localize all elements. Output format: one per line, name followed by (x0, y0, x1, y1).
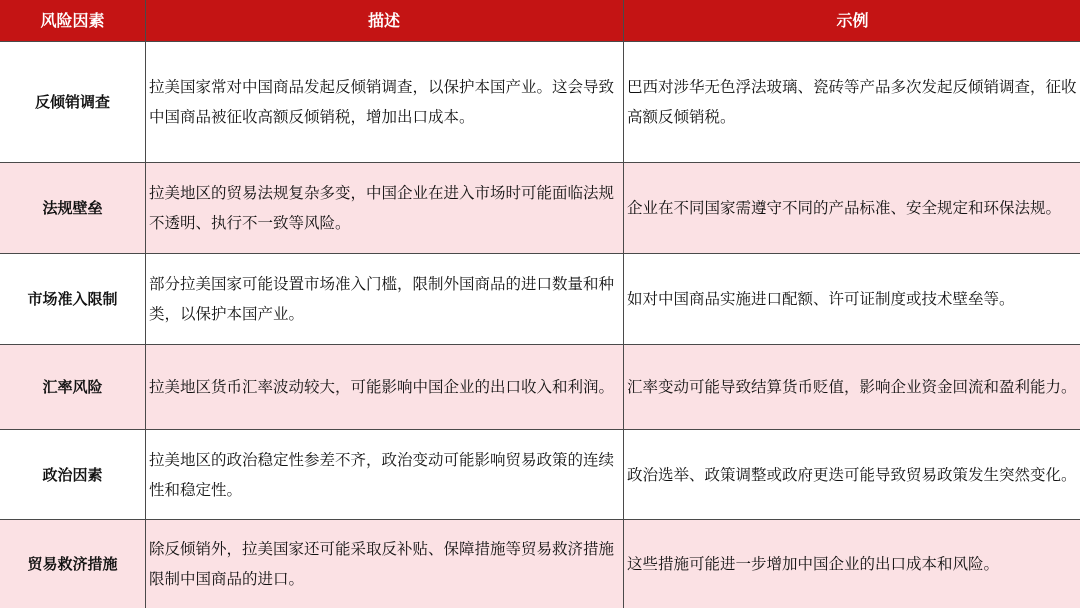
risk-factor-cell: 法规壁垒 (0, 163, 146, 253)
description-cell (146, 163, 624, 253)
table-row (0, 345, 1080, 430)
risk-factor-cell: 市场准入限制 (0, 254, 146, 344)
example-text: 如对中国商品实施进口配额、许可证制度或技术壁垒等。 (627, 290, 1015, 308)
description-text: 拉美国家常对中国商品发起反倾销调查，以保护本国产业。这会导致中国商品被征收高额反倾销税，增加出口成本。 (149, 78, 615, 126)
header-risk-factor: 风险因素 (0, 0, 146, 41)
example-cell (624, 520, 1080, 608)
description-cell (146, 520, 624, 608)
description-cell (146, 42, 624, 162)
header-example: 示例 (836, 10, 869, 30)
example-text: 政治选举、政策调整或政府更迭可能导致贸易政策发生突然变化。 (627, 465, 1077, 484)
risk-factor-cell: 政治因素 (0, 430, 146, 519)
table-row (0, 163, 1080, 254)
table-header (0, 0, 1080, 42)
table-row (0, 430, 1080, 520)
example-text: 这些措施可能进一步增加中国企业的出口成本和风险。 (627, 555, 1000, 573)
description-cell (146, 345, 624, 429)
description-text: 拉美地区的政治稳定性参差不齐，政治变动可能影响贸易政策的连续性和稳定性。 (149, 450, 615, 499)
description-text: 部分拉美国家可能设置市场准入门槛，限制外国商品的进口数量和种类，以保护本国产业。 (149, 275, 615, 323)
example-text: 巴西对涉华无色浮法玻璃、瓷砖等产品多次发起反倾销调查，征收高额反倾销税。 (627, 78, 1077, 126)
table-row (0, 520, 1080, 608)
example-cell (624, 430, 1080, 519)
example-cell (624, 345, 1080, 429)
table-row (0, 254, 1080, 345)
risk-factor-cell: 汇率风险 (0, 345, 146, 429)
description-cell (146, 254, 624, 344)
table-row (0, 42, 1080, 163)
example-cell (624, 42, 1080, 162)
risk-factor-cell: 贸易救济措施 (0, 520, 146, 608)
risk-factor-cell: 反倾销调查 (0, 42, 146, 162)
example-text: 企业在不同国家需遵守不同的产品标准、安全规定和环保法规。 (627, 199, 1062, 217)
description-text: 拉美地区货币汇率波动较大，可能影响中国企业的出口收入和利润。 (149, 378, 615, 396)
example-text: 汇率变动可能导致结算货币贬值，影响企业资金回流和盈利能力。 (627, 378, 1077, 396)
example-cell (624, 163, 1080, 253)
description-cell (146, 430, 624, 519)
example-cell (624, 254, 1080, 344)
description-text: 拉美地区的贸易法规复杂多变，中国企业在进入市场时可能面临法规不透明、执行不一致等风险。 (149, 184, 615, 232)
description-text: 除反倾销外，拉美国家还可能采取反补贴、保障措施等贸易救济措施限制中国商品的进口。 (149, 540, 615, 588)
header-description: 描述 (146, 0, 624, 41)
